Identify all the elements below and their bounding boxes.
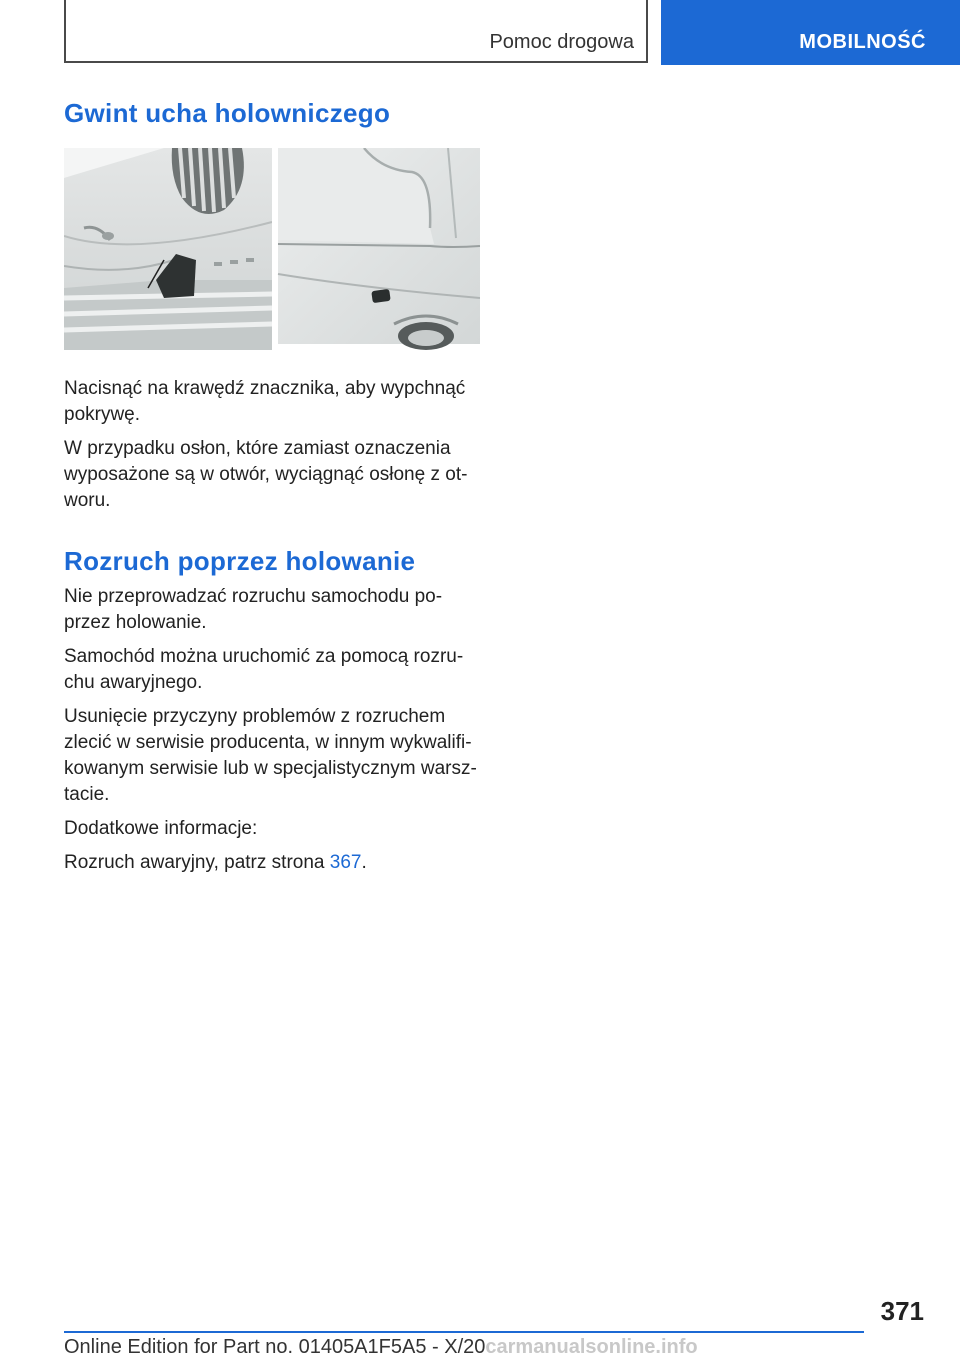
edition-text: Online Edition for Part no. 01405A1F5A5 - X/20 <box>64 1336 486 1358</box>
paragraph-service: Usunięcie przyczyny problemów z rozruchem zlecić w serwisie producenta, w innym wykwalifikowanym serwisie lub w specjalistycznym warsztacie. <box>64 706 477 805</box>
header-chapter-tab[interactable]: MOBILNOŚĆ <box>661 0 960 65</box>
paragraph-additional-info: Dodatkowe informacje: <box>64 818 258 839</box>
section-title-tow-start: Rozruch poprzez holowanie <box>64 546 416 576</box>
watermark-text: carmanualsonline.info <box>485 1336 698 1358</box>
rear-bumper-image <box>278 148 480 350</box>
paragraph-reference <box>64 850 480 876</box>
reference-text: Rozruch awaryjny, patrz strona <box>64 852 330 873</box>
tow-eye-cover-illustration <box>64 148 480 350</box>
front-bumper-image <box>64 148 272 350</box>
footer-edition <box>64 1336 960 1359</box>
page-content <box>64 96 480 884</box>
section-title-tow-eye-thread: Gwint ucha holowniczego <box>64 98 391 128</box>
paragraph-cover-with-hole: W przypadku osłon, które zamiast oznaczenia wyposażone są w otwór, wyciągnąć osłonę z otworu. <box>64 438 468 511</box>
paragraph-no-tow-start: Nie przeprowadzać rozruchu samochodu poprzez holowanie. <box>64 586 443 633</box>
paragraph-jump-start: Samochód można uruchomić za pomocą rozruchu awaryjnego. <box>64 646 464 693</box>
header-section-title: Pomoc drogowa <box>489 31 634 53</box>
reference-end: . <box>361 852 367 873</box>
page-reference-link[interactable]: 367 <box>329 852 362 873</box>
footer-divider <box>64 1331 864 1333</box>
page-number: 371 <box>880 1296 924 1326</box>
paragraph-push-cover: Nacisnąć na krawędź znacznika, aby wypchnąć pokrywę. <box>64 378 466 425</box>
